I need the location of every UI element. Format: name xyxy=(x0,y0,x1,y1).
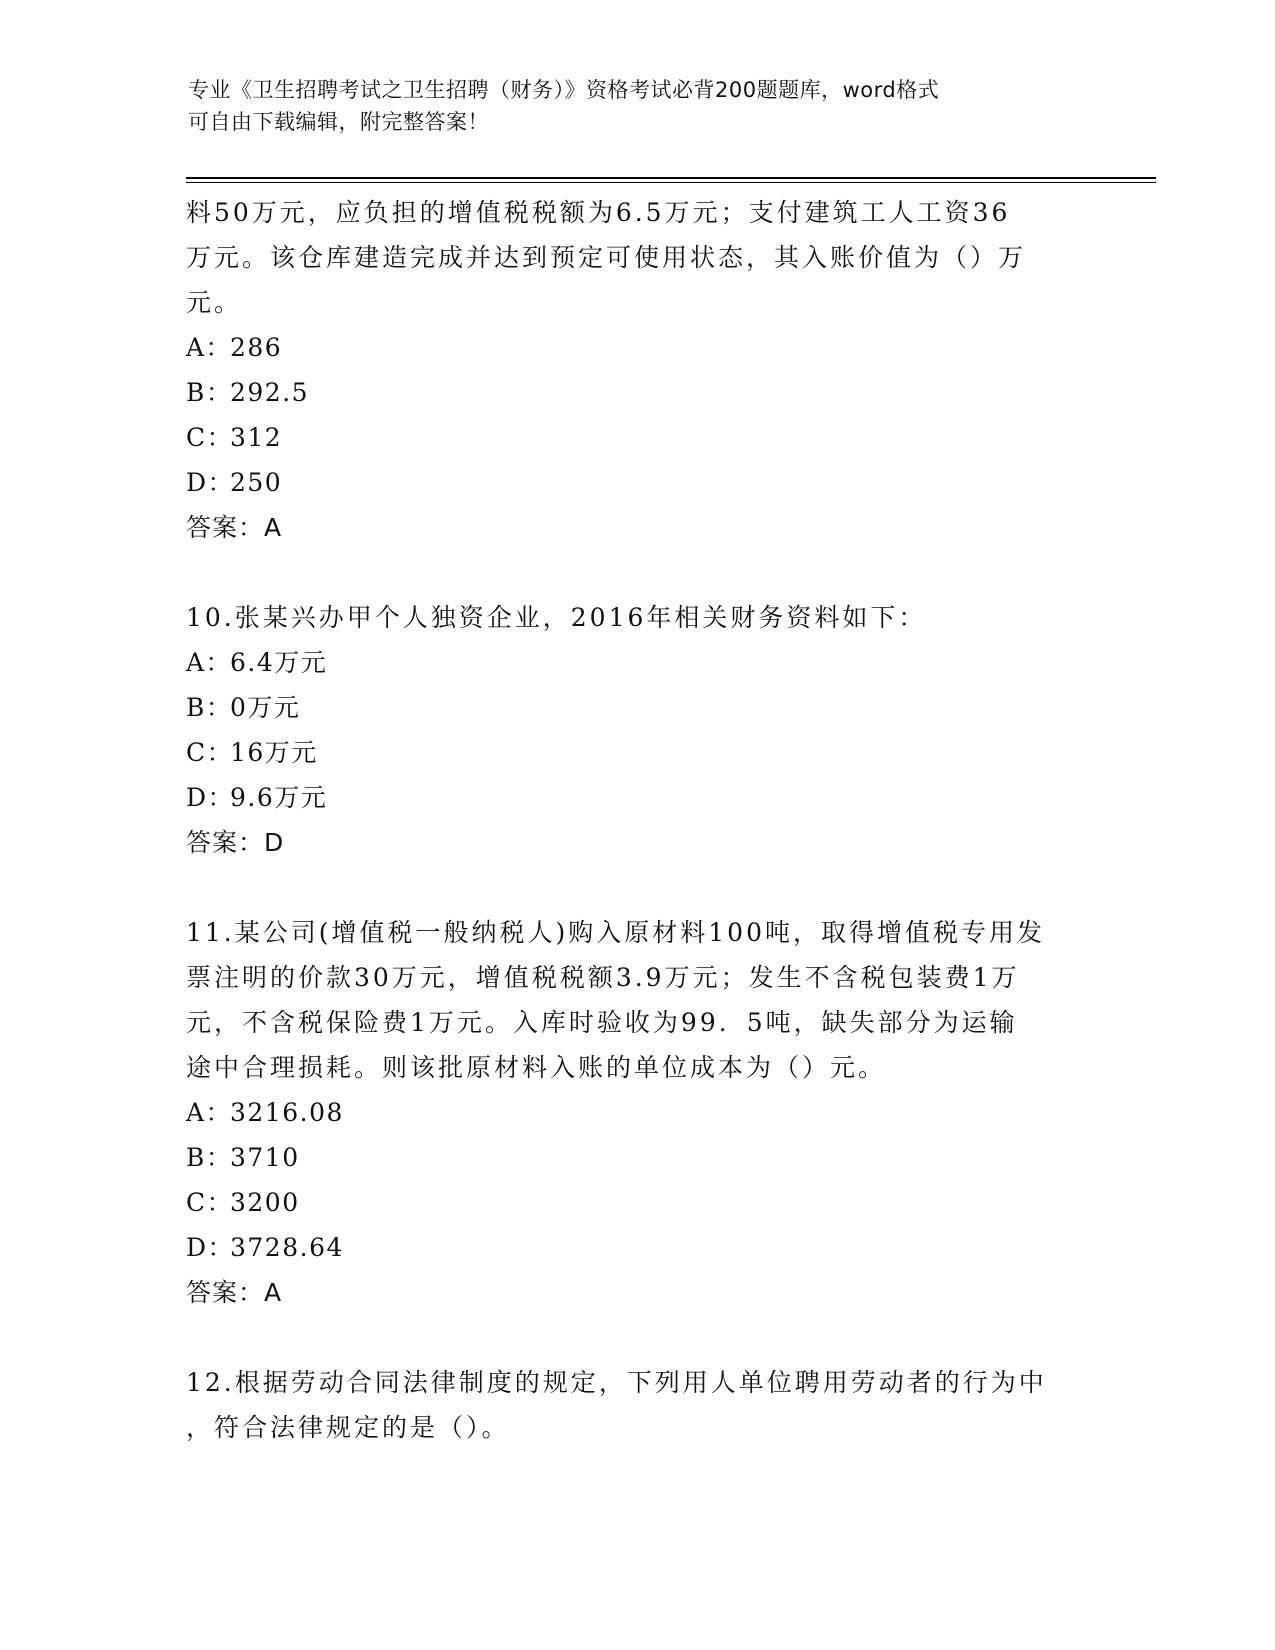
option-key: B： xyxy=(186,378,233,407)
question-list xyxy=(186,190,1086,1450)
option-key: A： xyxy=(186,648,233,677)
option-text: 16万元 xyxy=(230,738,318,767)
option-text: 3728.64 xyxy=(230,1233,344,1262)
option-key: D： xyxy=(186,468,235,497)
option-text: 3710 xyxy=(230,1143,300,1172)
option-a xyxy=(186,640,1086,685)
option-key: C： xyxy=(186,423,234,452)
option-d xyxy=(186,775,1086,820)
header-line-2: 可自由下载编辑，附完整答案！ xyxy=(188,110,489,134)
question-10 xyxy=(186,595,1086,865)
question-stem-line: 途中合理损耗。则该批原材料入账的单位成本为（）元。 xyxy=(186,1053,887,1082)
option-text: 9.6万元 xyxy=(230,783,328,812)
option-text: 6.4万元 xyxy=(230,648,328,677)
page-header xyxy=(188,74,1088,138)
option-c xyxy=(186,730,1086,775)
question-stem-line: 10.张某兴办甲个人独资企业，2016年相关财务资料如下： xyxy=(186,603,927,632)
question-stem-line: 元，不含税保险费1万元。入库时验收为99．5吨，缺失部分为运输 xyxy=(186,1008,1018,1037)
option-key: B： xyxy=(186,1143,233,1172)
header-divider-thin xyxy=(186,182,1156,183)
question-12 xyxy=(186,1360,1086,1450)
option-c xyxy=(186,1180,1086,1225)
option-text: 250 xyxy=(230,468,283,497)
option-c xyxy=(186,415,1086,460)
option-b xyxy=(186,370,1086,415)
option-key: D： xyxy=(186,783,235,812)
option-key: A： xyxy=(186,333,233,362)
option-text: 0万元 xyxy=(230,693,301,722)
option-key: C： xyxy=(186,738,234,767)
question-stem-line: 11.某公司(增值税一般纳税人)购入原材料100吨，取得增值税专用发 xyxy=(186,918,1045,947)
answer-line: 答案：A xyxy=(186,513,283,542)
question-9 xyxy=(186,190,1086,550)
option-key: C： xyxy=(186,1188,234,1217)
header-line-1: 专业《卫生招聘考试之卫生招聘（财务）》资格考试必背200题题库，word格式 xyxy=(188,78,940,102)
question-stem-line: 料50万元，应负担的增值税税额为6.5万元；支付建筑工人工资36 xyxy=(186,198,1011,227)
option-key: B： xyxy=(186,693,233,722)
answer-line: 答案：A xyxy=(186,1278,283,1307)
question-stem-line: ，符合法律规定的是（）。 xyxy=(186,1413,510,1442)
option-text: 292.5 xyxy=(230,378,310,407)
option-key: A： xyxy=(186,1098,233,1127)
question-stem-line: 万元。该仓库建造完成并达到预定可使用状态，其入账价值为（）万 xyxy=(186,243,1027,272)
question-stem-line: 12.根据劳动合同法律制度的规定，下列用人单位聘用劳动者的行为中 xyxy=(186,1368,1047,1397)
question-stem-line: 票注明的价款30万元，增值税税额3.9万元；发生不含税包装费1万 xyxy=(186,963,1020,992)
option-a xyxy=(186,325,1086,370)
option-b xyxy=(186,685,1086,730)
option-b xyxy=(186,1135,1086,1180)
option-text: 286 xyxy=(230,333,283,362)
header-divider-thick xyxy=(186,177,1156,179)
option-d xyxy=(186,460,1086,505)
option-text: 312 xyxy=(230,423,283,452)
option-d xyxy=(186,1225,1086,1270)
option-text: 3200 xyxy=(230,1188,300,1217)
answer-line: 答案：D xyxy=(186,828,285,857)
question-stem-line: 元。 xyxy=(186,288,243,317)
option-text: 3216.08 xyxy=(230,1098,344,1127)
option-a xyxy=(186,1090,1086,1135)
option-key: D： xyxy=(186,1233,235,1262)
question-11 xyxy=(186,910,1086,1315)
